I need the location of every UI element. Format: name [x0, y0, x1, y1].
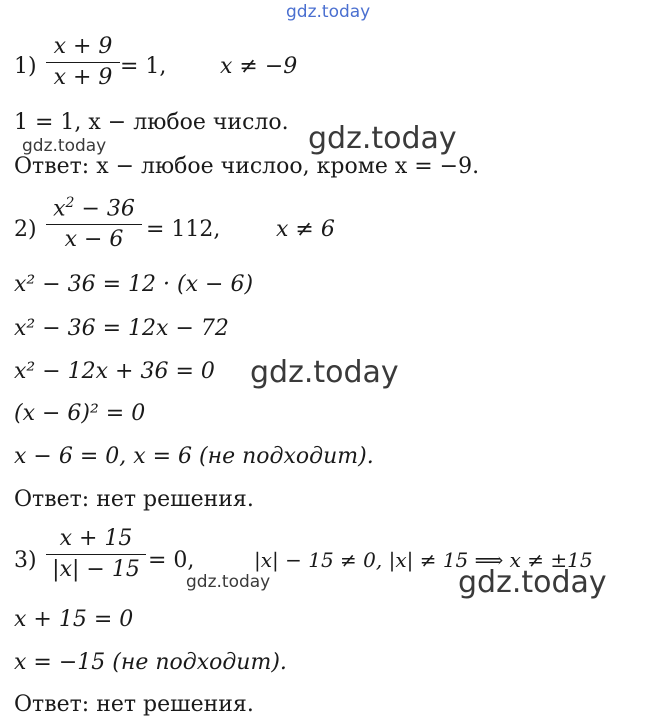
problem-3-condition: |x| − 15 ≠ 0, |x| ≠ 15 ⟹ x ≠ ±15: [254, 548, 593, 572]
watermark: gdz.today: [22, 136, 107, 156]
problem-2-line-2: x² − 36 = 12x − 72: [14, 316, 229, 341]
problem-1-line-1: 1 = 1, x − любое число.: [14, 110, 289, 135]
fraction-bar: [46, 62, 120, 63]
problem-1-equals: = 1,: [120, 54, 167, 79]
problem-3-equals: = 0,: [148, 548, 195, 573]
problem-1-condition: x ≠ −9: [220, 54, 298, 79]
problem-3-label: 3): [14, 548, 37, 573]
fraction-bar: [46, 554, 146, 555]
problem-3-fraction: [46, 528, 146, 581]
problem-1-fraction: [46, 36, 120, 89]
problem-2-answer: Ответ: нет решения.: [14, 487, 254, 512]
problem-2-condition: x ≠ 6: [276, 217, 335, 242]
problem-1-denominator: x + 9: [53, 65, 113, 90]
fraction-bar: [46, 224, 142, 225]
problem-3-numerator: x + 15: [59, 526, 133, 551]
problem-2-line-4: (x − 6)² = 0: [14, 401, 146, 426]
problem-2-numerator: $x^2 - 36$: [53, 195, 135, 222]
problem-1-label: 1): [14, 54, 37, 79]
problem-1-answer: Ответ: x − любое числоо, кроме x = −9.: [14, 154, 480, 179]
problem-2-denominator: x − 6: [64, 227, 124, 253]
problem-2-fraction: [46, 196, 142, 251]
problem-1-numerator: x + 9: [53, 34, 113, 59]
watermark: gdz.today: [250, 355, 399, 390]
watermark-top: gdz.today: [286, 2, 371, 22]
problem-3-denominator: |x| − 15: [52, 557, 140, 582]
watermark: gdz.today: [186, 572, 271, 592]
problem-2-label: 2): [14, 217, 37, 242]
problem-3-line-1: x + 15 = 0: [14, 607, 134, 632]
problem-2-line-5: x − 6 = 0, x = 6 (не подходит).: [14, 444, 374, 469]
problem-3-line-2: x = −15 (не подходит).: [14, 650, 287, 675]
problem-2-equals: = 112,: [146, 217, 221, 242]
problem-2-line-3: x² − 12x + 36 = 0: [14, 359, 215, 384]
problem-3-answer: Ответ: нет решения.: [14, 692, 254, 717]
problem-2-line-1: x² − 36 = 12 · (x − 6): [14, 272, 254, 297]
watermark: gdz.today: [458, 565, 607, 600]
watermark: gdz.today: [308, 121, 457, 156]
